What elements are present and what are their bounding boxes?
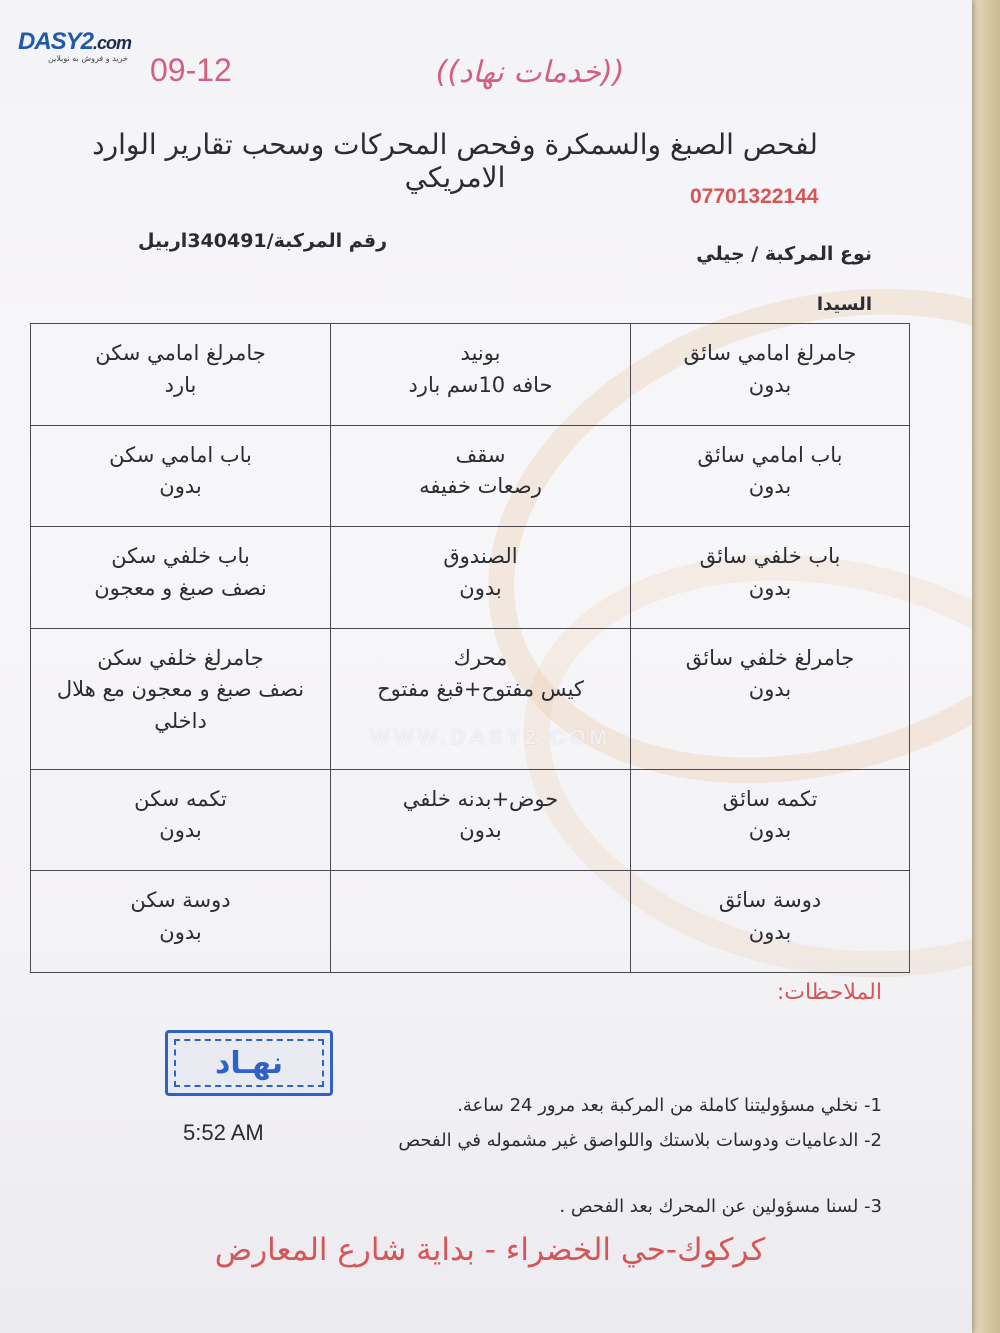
part-condition: بدون [459, 818, 502, 843]
address-footer: كركوك-حي الخضراء - بداية شارع المعارض [214, 1232, 766, 1268]
customer-name-label: السيدا [816, 294, 872, 315]
inspection-cell [631, 871, 910, 973]
part-name: باب خلفي سكن [111, 544, 250, 569]
part-condition: بدون [748, 474, 792, 499]
inspection-cell [331, 324, 631, 426]
logo-domain: .com [93, 33, 132, 53]
part-name: سقف [455, 442, 506, 467]
site-logo [18, 28, 158, 63]
part-condition: حافه 10سم بارد [408, 372, 553, 397]
notes-label: الملاحظات: [776, 980, 882, 1005]
part-name: جامرلغ امامي سكن [95, 341, 266, 365]
inspection-row [31, 425, 910, 527]
part-name: باب امامي سائق [697, 442, 843, 467]
inspection-cell [31, 628, 331, 769]
part-condition: بدون [748, 818, 792, 843]
note-item: 2- الدعاميات ودوسات بلاستك واللواصق غير مشموله في الفحص [398, 1130, 882, 1151]
inspection-cell [331, 871, 631, 973]
phone-number: 07701322144 [690, 185, 819, 208]
part-condition: نصف صبغ و معجون مع هلال داخلي [56, 677, 305, 733]
part-condition: بدون [748, 919, 792, 944]
part-name: بونيد [460, 341, 501, 365]
inspection-row [31, 769, 910, 871]
services-subtitle: لفحص الصبغ والسمكرة وفحص المحركات وسحب تقارير الوارد الامريكي [92, 128, 818, 194]
part-name: دوسة سكن [130, 888, 231, 913]
part-name: جامرلغ خلفي سكن [97, 645, 264, 670]
inspection-cell [31, 871, 331, 973]
part-condition: بدون [159, 818, 202, 843]
part-name: باب خلفي سائق [699, 544, 841, 569]
document-date: 09-12 [150, 52, 232, 88]
part-name: محرك [453, 645, 508, 670]
part-name: دوسة سائق [718, 888, 822, 913]
vehicle-plate: رقم المركبة/340491اربيل [138, 230, 388, 252]
stamp-text: نهـاد [174, 1039, 324, 1087]
part-name: تكمه سكن [134, 786, 227, 811]
part-condition: بارد [164, 372, 197, 397]
part-condition: بدون [748, 575, 792, 600]
inspection-cell [331, 425, 631, 527]
inspection-cell [31, 425, 331, 527]
inspection-table [30, 323, 910, 973]
inspection-cell [631, 527, 910, 629]
company-title: ((خدمات نهاد)) [435, 55, 625, 90]
inspection-cell [31, 769, 331, 871]
logo-tagline: خرید و فروش به نوبلاین [48, 54, 128, 63]
inspection-cell [631, 628, 910, 769]
part-name: باب امامي سكن [109, 442, 252, 467]
company-stamp [165, 1030, 333, 1096]
part-name: جامرلغ امامي سائق [683, 341, 857, 365]
logo-brand: DASY2 [18, 28, 94, 55]
inspection-cell [631, 425, 910, 527]
vehicle-type: نوع المركبة / جيلي [696, 243, 872, 265]
note-item: 1- نخلي مسؤوليتنا كاملة من المركبة بعد مرور 24 ساعة. [457, 1095, 882, 1116]
note-item: 3- لسنا مسؤولين عن المحرك بعد الفحص . [559, 1196, 882, 1217]
inspection-cell [31, 324, 331, 426]
inspection-cell [331, 527, 631, 629]
part-condition: رصعات خفيفه [419, 474, 542, 499]
inspection-row [31, 871, 910, 973]
inspection-row [31, 527, 910, 629]
part-name: حوض+بدنه خلفي [402, 786, 559, 811]
part-name: تكمه سائق [722, 786, 818, 811]
inspection-cell [631, 769, 910, 871]
inspection-row [31, 324, 910, 426]
timestamp: 5:52 AM [183, 1120, 264, 1145]
part-condition: بدون [748, 372, 792, 397]
inspection-cell [31, 527, 331, 629]
inspection-cell [631, 324, 910, 426]
watermark-text: WWW.DASY2.COM [370, 726, 611, 749]
part-condition: بدون [459, 575, 502, 600]
part-name: الصندوق [443, 544, 518, 569]
part-name: جامرلغ خلفي سائق [685, 645, 855, 670]
part-condition: كيس مفتوح+قبغ مفتوح [377, 677, 584, 702]
part-condition: نصف صبغ و معجون [94, 575, 267, 600]
part-condition: بدون [748, 677, 792, 702]
part-condition: بدون [159, 919, 202, 944]
part-condition: بدون [159, 474, 202, 499]
inspection-cell [331, 769, 631, 871]
